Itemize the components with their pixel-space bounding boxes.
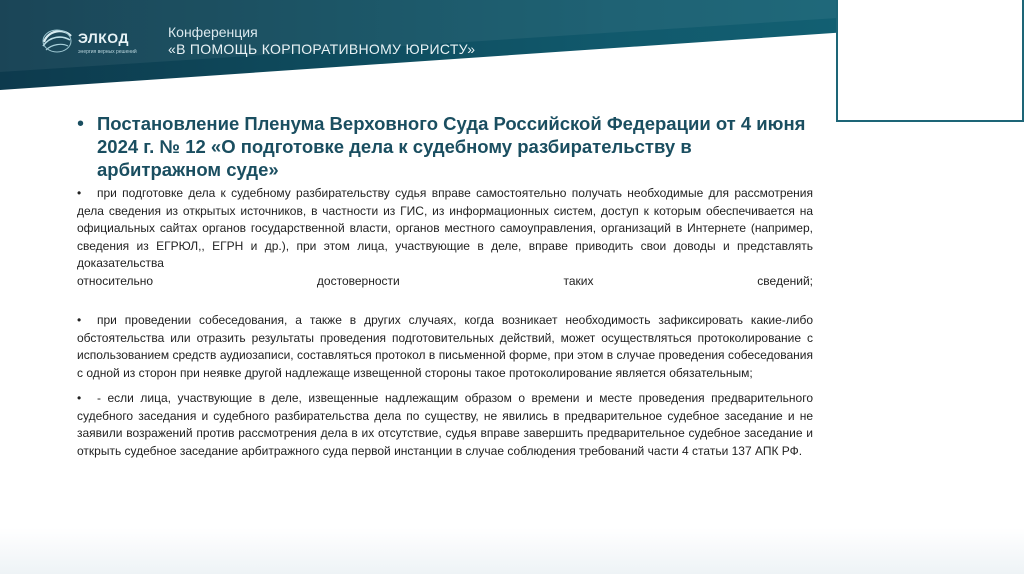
list-bullet: • (77, 186, 82, 200)
list-bullet: • (77, 391, 82, 405)
logo (40, 24, 140, 60)
list-bullet: • (77, 313, 82, 327)
logo-text: ЭЛКОД (78, 30, 129, 46)
title-row (77, 112, 813, 181)
bottom-band (0, 528, 1024, 574)
list-item-text: - если лица, участвующие в деле, извещенные надлежащим образом о времени и месте проведения предварительного судебного заседания и судебного разбирательства дела по существу, не явились в предварительное судебное заседание и не заявили возражений против рассмотрения дела в их отсутствие, судья вправе завершить предварительное судебное заседание и открыть судебное заседание арбитражного суда первой инстанции в случае соблюдения требований части 4 статьи 137 АПК РФ. (77, 391, 813, 458)
list-item (77, 312, 813, 382)
title-bullet: • (77, 113, 85, 135)
conference-title: «В ПОМОЩЬ КОРПОРАТИВНОМУ ЮРИСТУ» (168, 41, 476, 57)
logo-tagline: энергия верных решений (78, 49, 137, 55)
list-item (77, 185, 813, 290)
conference-label: Конференция (168, 24, 258, 40)
list-item-text: при проведении собеседования, а также в других случаях, когда возникает необходимость зафиксировать какие-либо обстоятельства или отразить результаты проведения подготовительных действий, может осуществляться протоколирование с использованием средств аудиозаписи, составляться протокол в письменной форме, при этом в случае проведения собеседования с одной из сторон при неявке другой надлежаще извещенной стороны такое протоколирование является обязательным; (77, 313, 813, 380)
list-item-text-tail: относительно достоверности таких сведений; (77, 273, 813, 288)
spacer (77, 382, 813, 386)
list-item (77, 390, 813, 460)
logo-swirl-icon (40, 26, 74, 56)
spacer (77, 290, 813, 308)
corner-frame (836, 0, 1024, 122)
page-title: Постановление Пленума Верховного Суда Российской Федерации от 4 июня 2024 г. № 12 «О подготовке дела к судебному разбирательству в арбитражном суде» (97, 113, 806, 180)
list-item-text: при подготовке дела к судебному разбирательству судья вправе самостоятельно получать необходимые для рассмотрения дела сведения из открытых источников, в частности из ГИС, из информационных систем, доступ к которым обеспечивается на официальных сайтах органов государственной власти, органов местного самоуправления, организаций в Интернете (например, сведения из ЕГРЮЛ,, ЕГРН и др.), при этом лица, участвующие в деле, вправе приводить свои доводы и представлять доказательства (77, 186, 813, 270)
main-content (77, 112, 813, 460)
